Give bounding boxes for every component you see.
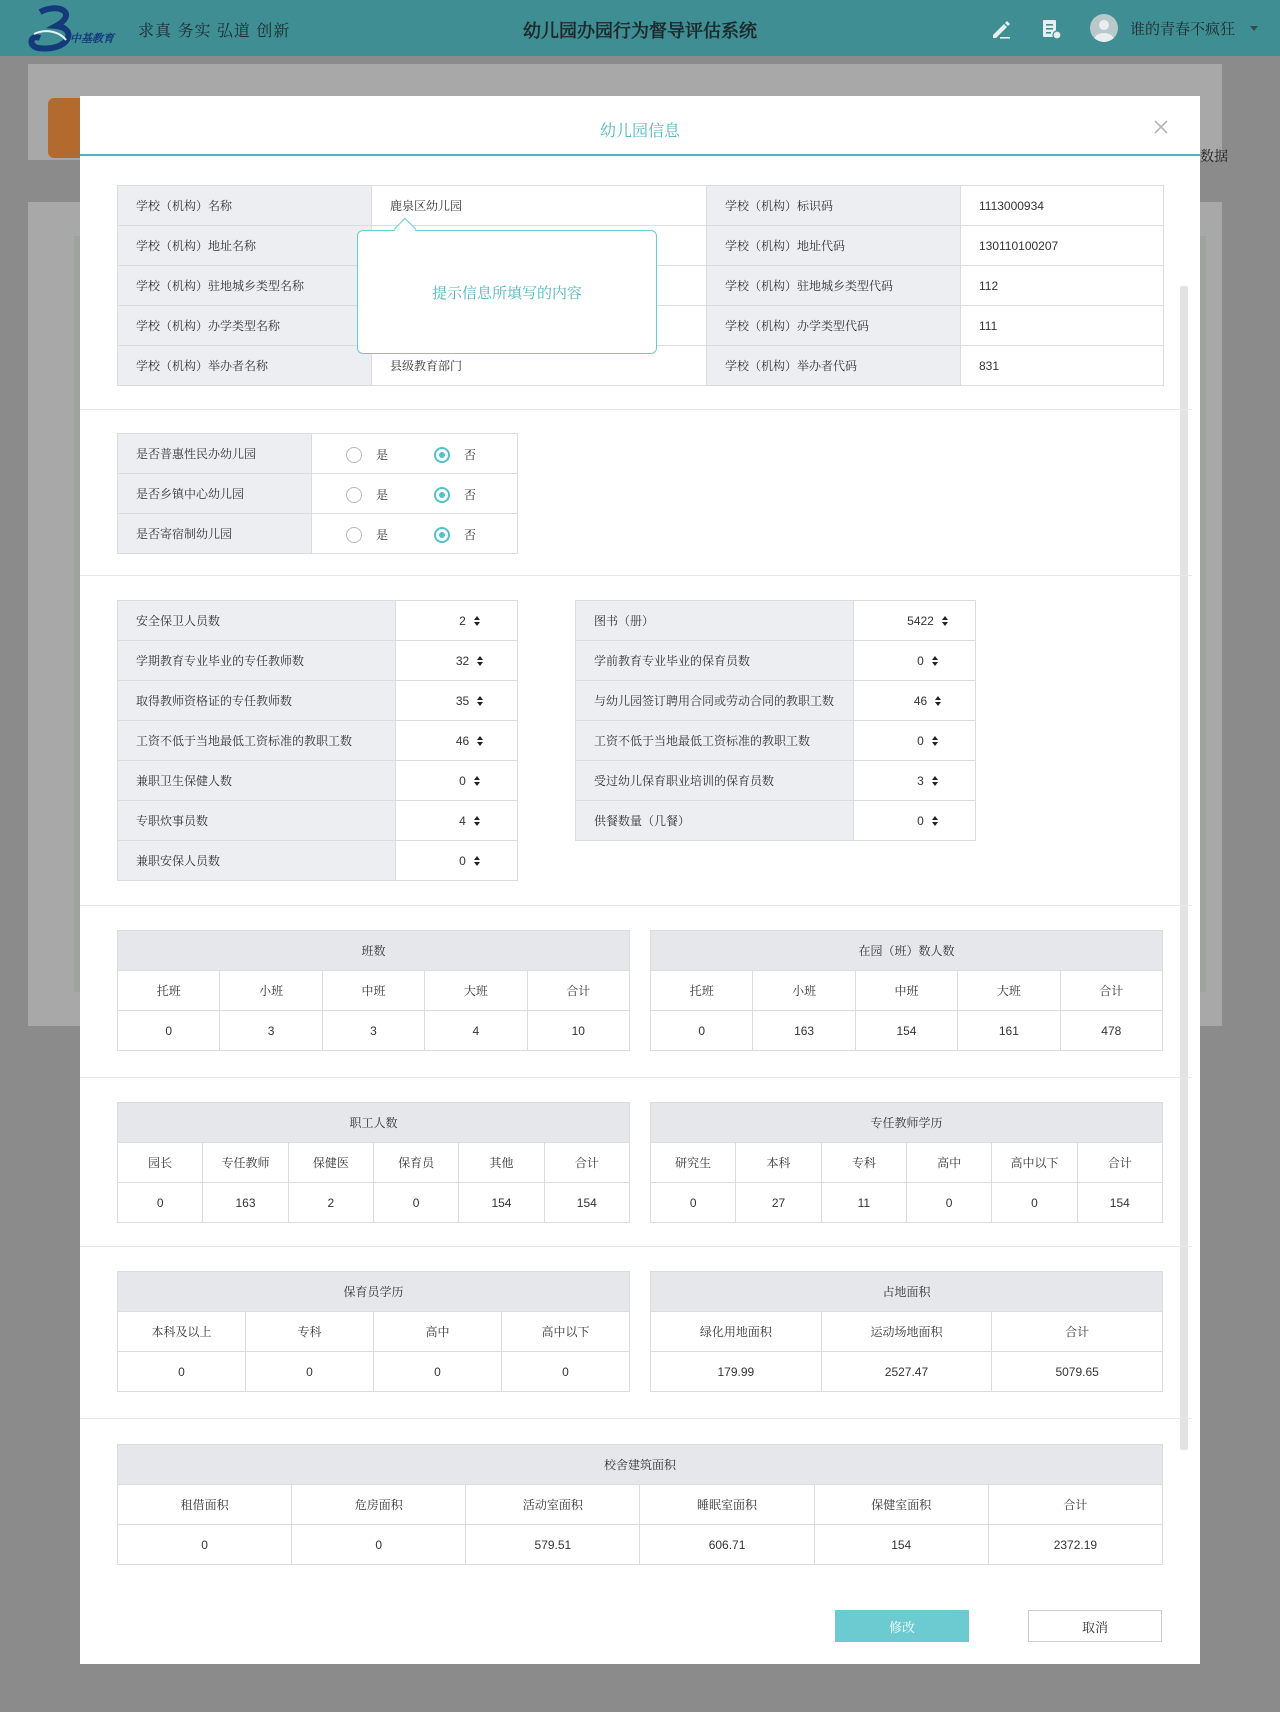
table-title: 保育员学历 <box>118 1272 630 1312</box>
table-cell: 0 <box>118 1183 203 1223</box>
number-stepper[interactable] <box>396 641 518 681</box>
radio-label: 否 <box>464 488 477 502</box>
radio-label: 否 <box>464 528 477 542</box>
table-row <box>651 1011 1163 1051</box>
stat-value[interactable]: 5422 <box>907 613 934 628</box>
stat-label: 与幼儿园签订聘用合同或劳动合同的教职工数 <box>576 681 854 721</box>
table-cell: 154 <box>814 1525 988 1565</box>
stepper-arrows-icon[interactable] <box>477 696 483 706</box>
column-header: 高中以下 <box>502 1312 630 1352</box>
column-header: 中班 <box>322 971 424 1011</box>
table-cell: 154 <box>459 1183 544 1223</box>
chevron-down-icon[interactable] <box>1250 26 1258 31</box>
number-stepper[interactable] <box>854 601 976 641</box>
classes-table <box>117 930 630 1051</box>
stat-value[interactable]: 46 <box>913 693 928 708</box>
radio-circle[interactable] <box>346 487 362 503</box>
table-title-row <box>118 1272 630 1312</box>
stat-value[interactable]: 0 <box>459 773 466 788</box>
table-cell: 2 <box>288 1183 373 1223</box>
table-cell: 163 <box>753 1011 855 1051</box>
flag-row <box>118 514 518 554</box>
column-header: 危房面积 <box>292 1485 466 1525</box>
document-icon[interactable] <box>1040 18 1062 40</box>
number-stepper[interactable] <box>854 641 976 681</box>
flag-row <box>118 474 518 514</box>
field-label: 学校（机构）办学类型代码 <box>707 306 961 346</box>
table-cell: 478 <box>1060 1011 1162 1051</box>
column-header: 大班 <box>958 971 1060 1011</box>
title-divider <box>80 154 1200 156</box>
stat-value[interactable]: 4 <box>459 813 466 828</box>
field-value[interactable]: 130110100207 <box>961 226 1164 266</box>
table-header-row <box>118 1143 630 1183</box>
stat-label: 供餐数量（几餐） <box>576 801 854 841</box>
column-header: 睡眠室面积 <box>640 1485 814 1525</box>
section-divider <box>80 1246 1192 1247</box>
table-row <box>118 1011 630 1051</box>
field-label: 学校（机构）驻地城乡类型名称 <box>118 266 372 306</box>
section-divider <box>80 905 1192 906</box>
stat-value[interactable]: 0 <box>917 813 924 828</box>
column-header: 小班 <box>220 971 322 1011</box>
radio-circle[interactable] <box>434 447 450 463</box>
table-row <box>651 1183 1163 1223</box>
number-stepper[interactable] <box>396 681 518 721</box>
flag-label: 是否寄宿制幼儿园 <box>118 514 312 554</box>
stat-label: 工资不低于当地最低工资标准的教职工数 <box>576 721 854 761</box>
flag-options <box>312 514 518 554</box>
table-cell: 10 <box>527 1011 629 1051</box>
table-cell: 0 <box>651 1183 736 1223</box>
staff-stats-table-left <box>117 600 518 881</box>
teacher-education-table <box>650 1102 1163 1223</box>
stepper-arrows-icon[interactable] <box>474 816 480 826</box>
section-divider <box>80 1418 1192 1419</box>
section-divider <box>80 1077 1192 1078</box>
background-text: 数据 <box>1200 148 1228 164</box>
table-header-row <box>118 971 630 1011</box>
radio-option-yes[interactable] <box>346 446 388 463</box>
column-header: 活动室面积 <box>466 1485 640 1525</box>
stepper-arrows-icon[interactable] <box>932 736 938 746</box>
table-cell: 0 <box>992 1183 1077 1223</box>
table-cell: 4 <box>425 1011 527 1051</box>
column-header: 高中 <box>906 1143 991 1183</box>
logo-text: 中基教育 <box>70 32 114 45</box>
table-cell: 3 <box>220 1011 322 1051</box>
stat-row <box>118 681 518 721</box>
table-header-row <box>651 1143 1163 1183</box>
land-area-table <box>650 1271 1163 1392</box>
column-header: 合计 <box>992 1312 1163 1352</box>
table-title: 在园（班）数人数 <box>651 931 1163 971</box>
column-header: 保育员 <box>373 1143 458 1183</box>
user-icon <box>1090 14 1118 42</box>
field-label: 学校（机构）驻地城乡类型代码 <box>707 266 961 306</box>
flag-options <box>312 474 518 514</box>
radio-option-no[interactable] <box>434 446 476 463</box>
radio-circle[interactable] <box>346 447 362 463</box>
table-cell: 0 <box>246 1352 374 1392</box>
stat-label: 学期教育专业毕业的专任教师数 <box>118 641 396 681</box>
section-divider <box>80 409 1192 410</box>
column-header: 专科 <box>821 1143 906 1183</box>
radio-circle[interactable] <box>346 527 362 543</box>
field-label: 学校（机构）举办者名称 <box>118 346 372 386</box>
table-cell: 0 <box>502 1352 630 1392</box>
table-cell: 0 <box>118 1525 292 1565</box>
stepper-arrows-icon[interactable] <box>942 616 948 626</box>
table-cell: 154 <box>544 1183 629 1223</box>
stat-row <box>118 721 518 761</box>
column-header: 其他 <box>459 1143 544 1183</box>
table-cell: 3 <box>322 1011 424 1051</box>
cancel-button[interactable]: 取消 <box>1028 1610 1162 1642</box>
table-cell: 2527.47 <box>821 1352 992 1392</box>
table-title: 班数 <box>118 931 630 971</box>
table-title: 职工人数 <box>118 1103 630 1143</box>
table-header-row <box>118 1485 1163 1525</box>
stat-label: 受过幼儿保育职业培训的保育员数 <box>576 761 854 801</box>
column-header: 合计 <box>527 971 629 1011</box>
table-cell: 179.99 <box>651 1352 822 1392</box>
column-header: 本科及以上 <box>118 1312 246 1352</box>
column-header: 合计 <box>544 1143 629 1183</box>
radio-label: 是 <box>376 528 389 542</box>
number-stepper[interactable] <box>396 761 518 801</box>
column-header: 专科 <box>246 1312 374 1352</box>
field-value[interactable]: 831 <box>961 346 1164 386</box>
flag-options <box>312 434 518 474</box>
radio-option-yes[interactable] <box>346 486 388 503</box>
staff-count-table <box>117 1102 630 1223</box>
column-header: 大班 <box>425 971 527 1011</box>
stat-row <box>118 801 518 841</box>
flags-table <box>117 433 518 554</box>
stat-row <box>118 641 518 681</box>
column-header: 本科 <box>736 1143 821 1183</box>
column-header: 高中 <box>374 1312 502 1352</box>
top-bar <box>0 0 1280 56</box>
stepper-arrows-icon[interactable] <box>935 696 941 706</box>
radio-label: 否 <box>464 448 477 462</box>
table-row <box>118 1183 630 1223</box>
stat-row <box>576 601 976 641</box>
stat-row <box>576 761 976 801</box>
building-area-table <box>117 1444 1163 1565</box>
table-title: 校舍建筑面积 <box>118 1445 1163 1485</box>
column-header: 保健室面积 <box>814 1485 988 1525</box>
number-stepper[interactable] <box>854 721 976 761</box>
stepper-arrows-icon[interactable] <box>932 816 938 826</box>
number-stepper[interactable] <box>396 601 518 641</box>
table-title-row <box>651 1103 1163 1143</box>
column-header: 租借面积 <box>118 1485 292 1525</box>
field-label: 学校（机构）标识码 <box>707 186 961 226</box>
enrollment-table <box>650 930 1163 1051</box>
table-cell: 163 <box>203 1183 288 1223</box>
stat-label: 取得教师资格证的专任教师数 <box>118 681 396 721</box>
flag-label: 是否普惠性民办幼儿园 <box>118 434 312 474</box>
stat-row <box>576 681 976 721</box>
field-value[interactable]: 县级教育部门 <box>372 346 707 386</box>
table-header-row <box>651 1312 1163 1352</box>
table-cell: 27 <box>736 1183 821 1223</box>
field-label: 学校（机构）办学类型名称 <box>118 306 372 346</box>
nurse-education-table <box>117 1271 630 1392</box>
table-cell: 0 <box>118 1352 246 1392</box>
stat-value[interactable]: 0 <box>917 653 924 668</box>
avatar[interactable] <box>1090 14 1118 42</box>
table-header-row <box>651 971 1163 1011</box>
section-divider <box>80 575 1192 576</box>
column-header: 合计 <box>1077 1143 1162 1183</box>
number-stepper[interactable] <box>854 801 976 841</box>
stat-row <box>576 721 976 761</box>
table-title-row <box>118 1103 630 1143</box>
column-header: 专任教师 <box>203 1143 288 1183</box>
field-value[interactable]: 112 <box>961 266 1164 306</box>
flag-label: 是否乡镇中心幼儿园 <box>118 474 312 514</box>
user-name[interactable]: 谁的青春不疯狂 <box>1130 21 1236 38</box>
dialog-title: 幼儿园信息 <box>599 123 680 140</box>
table-cell: 0 <box>373 1183 458 1223</box>
radio-label: 是 <box>376 448 389 462</box>
radio-option-yes[interactable] <box>346 526 388 543</box>
stat-label: 兼职安保人员数 <box>118 841 396 881</box>
number-stepper[interactable] <box>854 761 976 801</box>
radio-circle[interactable] <box>434 487 450 503</box>
field-label: 学校（机构）名称 <box>118 186 372 226</box>
number-stepper[interactable] <box>396 841 518 881</box>
table-cell: 0 <box>906 1183 991 1223</box>
staff-stats-table-right <box>575 600 976 841</box>
stat-row <box>118 761 518 801</box>
column-header: 合计 <box>1060 971 1162 1011</box>
stat-row <box>576 801 976 841</box>
column-header: 运动场地面积 <box>821 1312 992 1352</box>
field-value[interactable]: 111 <box>961 306 1164 346</box>
table-cell: 2372.19 <box>988 1525 1162 1565</box>
radio-circle[interactable] <box>434 527 450 543</box>
stat-value[interactable]: 3 <box>917 773 924 788</box>
stepper-arrows-icon[interactable] <box>477 736 483 746</box>
table-title-row <box>651 1272 1163 1312</box>
column-header: 小班 <box>753 971 855 1011</box>
table-cell: 0 <box>292 1525 466 1565</box>
table-cell: 606.71 <box>640 1525 814 1565</box>
stat-label: 工资不低于当地最低工资标准的教职工数 <box>118 721 396 761</box>
field-label: 学校（机构）地址名称 <box>118 226 372 266</box>
column-header: 合计 <box>988 1485 1162 1525</box>
flag-row <box>118 434 518 474</box>
stat-label: 学前教育专业毕业的保育员数 <box>576 641 854 681</box>
close-icon[interactable] <box>1152 118 1170 136</box>
table-row <box>651 1352 1163 1392</box>
field-label: 学校（机构）举办者代码 <box>707 346 961 386</box>
stat-value[interactable]: 32 <box>455 653 470 668</box>
table-title-row <box>118 931 630 971</box>
table-title: 专任教师学历 <box>651 1103 1163 1143</box>
column-header: 中班 <box>855 971 957 1011</box>
scrollbar[interactable] <box>1180 286 1188 1450</box>
table-title-row <box>118 1445 1163 1485</box>
edit-icon[interactable] <box>990 18 1012 40</box>
table-cell: 154 <box>855 1011 957 1051</box>
stat-row <box>118 841 518 881</box>
stepper-arrows-icon[interactable] <box>932 656 938 666</box>
stat-label: 兼职卫生保健人数 <box>118 761 396 801</box>
table-cell: 11 <box>821 1183 906 1223</box>
radio-label: 是 <box>376 488 389 502</box>
stat-value[interactable]: 35 <box>455 693 470 708</box>
field-value[interactable]: 鹿泉区幼儿园 <box>372 186 707 226</box>
column-header: 研究生 <box>651 1143 736 1183</box>
stepper-arrows-icon[interactable] <box>474 616 480 626</box>
stat-label: 专职炊事员数 <box>118 801 396 841</box>
field-value[interactable]: 1113000934 <box>961 186 1164 226</box>
number-stepper[interactable] <box>396 801 518 841</box>
table-title-row <box>651 931 1163 971</box>
stepper-arrows-icon[interactable] <box>474 856 480 866</box>
stat-row <box>118 601 518 641</box>
stat-label: 图书（册） <box>576 601 854 641</box>
table-cell: 0 <box>118 1011 220 1051</box>
column-header: 绿化用地面积 <box>651 1312 822 1352</box>
number-stepper[interactable] <box>854 681 976 721</box>
column-header: 高中以下 <box>992 1143 1077 1183</box>
info-row <box>118 186 1164 226</box>
stat-value[interactable]: 0 <box>917 733 924 748</box>
column-header: 托班 <box>651 971 753 1011</box>
field-label: 学校（机构）地址代码 <box>707 226 961 266</box>
column-header: 托班 <box>118 971 220 1011</box>
table-cell: 579.51 <box>466 1525 640 1565</box>
tooltip-text: 提示信息所填写的内容 <box>431 285 582 302</box>
stat-value[interactable]: 0 <box>459 853 466 868</box>
modify-button[interactable]: 修改 <box>835 1610 969 1642</box>
stat-value[interactable]: 2 <box>459 613 466 628</box>
table-title: 占地面积 <box>651 1272 1163 1312</box>
slogan: 求真 务实 弘道 创新 <box>138 23 291 40</box>
table-row <box>118 1352 630 1392</box>
stat-label: 安全保卫人员数 <box>118 601 396 641</box>
stat-value[interactable]: 46 <box>455 733 470 748</box>
stepper-arrows-icon[interactable] <box>477 656 483 666</box>
table-cell: 5079.65 <box>992 1352 1163 1392</box>
stat-row <box>576 641 976 681</box>
table-cell: 0 <box>374 1352 502 1392</box>
radio-option-no[interactable] <box>434 526 476 543</box>
column-header: 园长 <box>118 1143 203 1183</box>
table-cell: 161 <box>958 1011 1060 1051</box>
column-header: 保健医 <box>288 1143 373 1183</box>
table-cell: 154 <box>1077 1183 1162 1223</box>
table-row <box>118 1525 1163 1565</box>
stepper-arrows-icon[interactable] <box>474 776 480 786</box>
system-title: 幼儿园办园行为督导评估系统 <box>523 21 757 41</box>
table-cell: 0 <box>651 1011 753 1051</box>
number-stepper[interactable] <box>396 721 518 761</box>
radio-option-no[interactable] <box>434 486 476 503</box>
table-header-row <box>118 1312 630 1352</box>
stepper-arrows-icon[interactable] <box>932 776 938 786</box>
